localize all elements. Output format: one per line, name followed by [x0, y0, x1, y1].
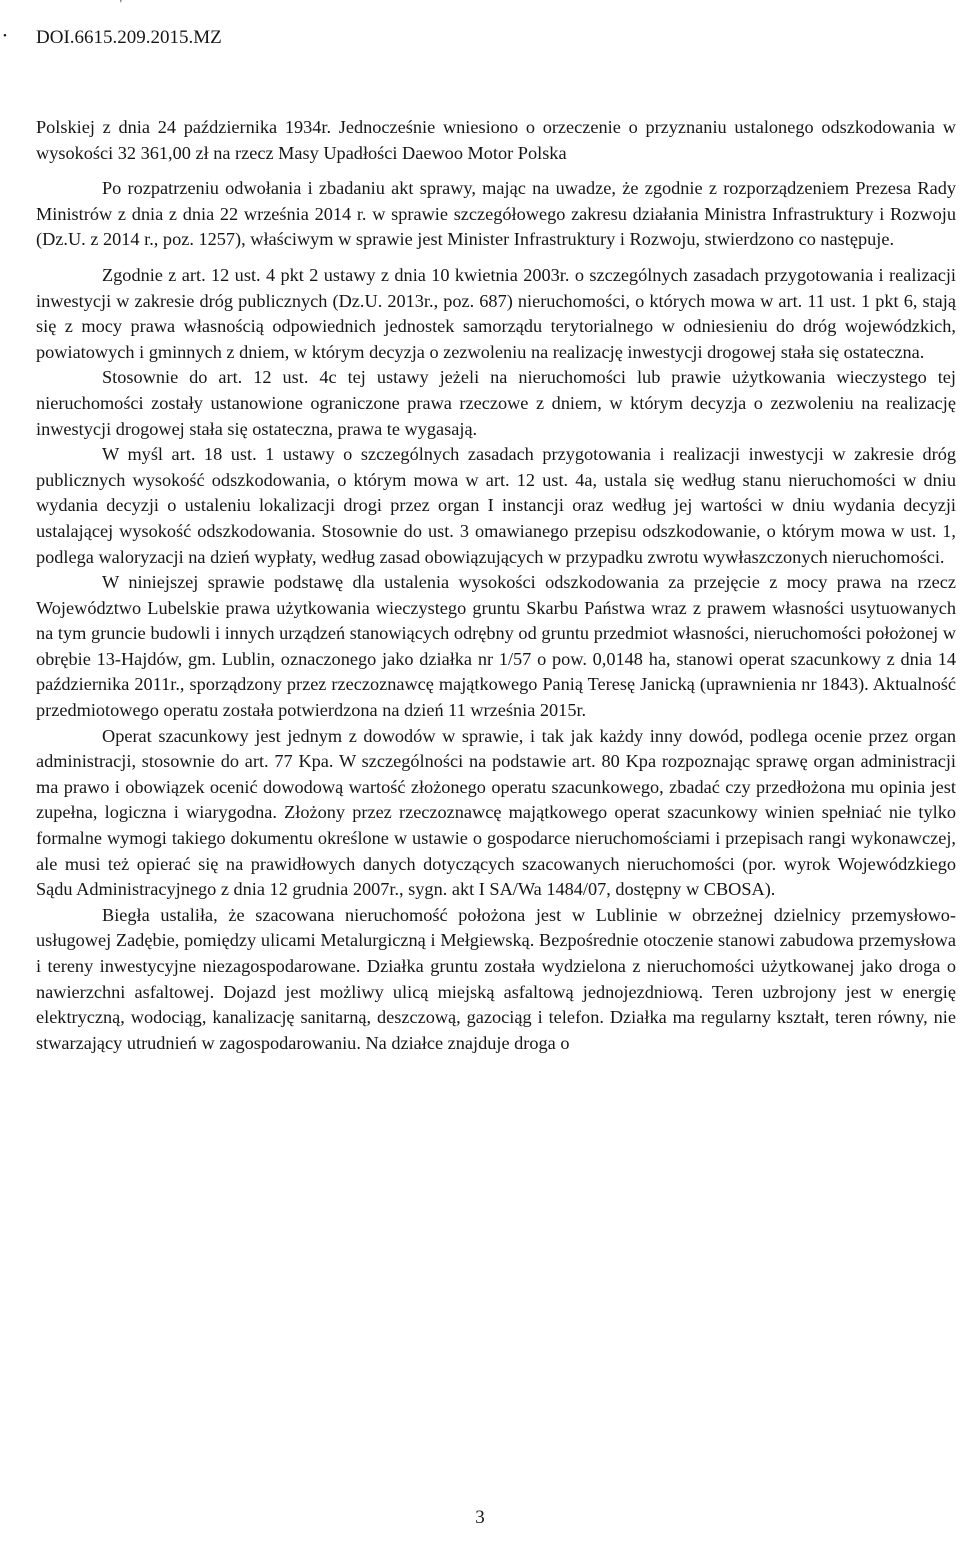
paragraph-appraisal-evidence: Operat szacunkowy jest jednym z dowodów w sprawie, i tak jak każdy inny dowód, podlega ocenie przez organ administracji, stosownie do art. 77 Kpa. W szczególności na podstawie art. 80 Kpa rozpoznając sprawę organ administracji ma prawo i obowiązek ocenić dowodową wartość złożonego operatu szacunkowego, zbadać czy przedłożona mu opinia jest zupełna, logiczna i wiarygodna. Złożony przez rzeczoznawcę majątkowego operat szacunkowy winien spełniać nie tylko formalne wymogi takiego dokumentu określone w ustawie o gospodarce nieruchomościami i przepisach rangi wykonawczej, ale musi też opierać się na prawidłowych danych dotyczących szacowanych nieruchomości (por. wyrok Wojewódzkiego Sądu Administracyjnego z dnia 12 grudnia 2007r., sygn. akt I SA/Wa 1484/07, dostępny w CBOSA).	[36, 725, 956, 900]
paragraph-property-description: Biegła ustaliła, że szacowana nieruchomość położona jest w Lublinie w obrzeżnej dzielnicy przemysłowo-usługowej Zadębie, pomiędzy ulicami Metalurgiczną i Mełgiewską. Bezpośrednie otoczenie stanowi zabudowa przemysłowa i tereny inwestycyjne niezagospodarowane. Działka gruntu została wydzielona z nieruchomości użytkowanej jako droga o nawierzchni asfaltowej. Dojazd jest możliwy ulicą miejską asfaltową jednojezdniową. Teren uzbrojony jest w energię elektryczną, wodociąg, kanalizację sanitarną, deszczową, gazociąg i telefon. Działka ma regularny kształt, teren równy, nie stwarzający utrudnień w zagospodarowaniu. Na działce znajduje droga o	[36, 904, 956, 1053]
paragraph-art-12-4c: Stosownie do art. 12 ust. 4c tej ustawy jeżeli na nieruchomości lub prawie użytkowania wieczystego tej nieruchomości zostały ustanowione ograniczone prawa rzeczowe z dniem, w którym decyzja o zezwoleniu na realizację inwestycji drogowej stała się ostateczna, prawa te wygasają.	[36, 367, 956, 439]
paragraph-consideration: Po rozpatrzeniu odwołania i zbadaniu akt sprawy, mając na uwadze, że zgodnie z rozporządzeniem Prezesa Rady Ministrów z dnia z dnia 22 września 2014 r. w sprawie szczegółowego zakresu działania Ministra Infrastruktury i Rozwoju (Dz.U. z 2014 r., poz. 1257), właściwym w sprawie jest Minister Infrastruktury i Rozwoju, stwierdzono co następuje.	[36, 178, 956, 250]
paragraph-continuation: Polskiej z dnia 24 października 1934r. Jednocześnie wniesiono o orzeczenie o przyznaniu ustalonego odszkodowania w wysokości 32 361,00 zł na rzecz Masy Upadłości Daewoo Motor Polska	[36, 117, 956, 163]
page-number: 3	[475, 1507, 485, 1528]
document-body	[36, 115, 956, 1056]
bullet-mark: •	[3, 30, 7, 42]
case-reference: DOI.6615.209.2015.MZ	[36, 27, 222, 48]
paragraph-art-18: W myśl art. 18 ust. 1 ustawy o szczególnych zasadach przygotowania i realizacji inwestycji w zakresie dróg publicznych wysokość odszkodowania, o którym mowa w art. 12 ust. 4a, ustala się według stanu nieruchomości w dniu wydania decyzji o ustaleniu lokalizacji drogi przez organ I instancji oraz według jej wartości w dniu wydania decyzji ustalającej wysokość odszkodowania. Stosownie do ust. 3 omawianego przepisu odszkodowanie, o którym mowa w ust. 1, podlega waloryzacji na dzień wypłaty, według zasad obowiązujących w przypadku zwrotu wywłaszczonych nieruchomości.	[36, 444, 956, 567]
scan-mark: '	[120, 0, 122, 10]
paragraph-valuation-basis: W niniejszej sprawie podstawę dla ustalenia wysokości odszkodowania za przejęcie z mocy prawa na rzecz Województwo Lubelskie prawa użytkowania wieczystego gruntu Skarbu Państwa wraz z prawem własności usytuowanych na tym gruncie budowli i innych urządzeń stanowiących odrębny od gruntu przedmiot własności, nieruchomości położonej w obrębie 13-Hajdów, gm. Lublin, oznaczonego jako działka nr 1/57 o pow. 0,0148 ha, stanowi operat szacunkowy z dnia 14 października 2011r., sporządzony przez rzeczoznawcę majątkowego Panią Teresę Janicką (uprawnienia nr 1843). Aktualność przedmiotowego operatu została potwierdzona na dzień 11 września 2015r.	[36, 572, 956, 721]
paragraph-legal-basis: Zgodnie z art. 12 ust. 4 pkt 2 ustawy z dnia 10 kwietnia 2003r. o szczególnych zasadach przygotowania i realizacji inwestycji w zakresie dróg publicznych (Dz.U. 2013r., poz. 687) nieruchomości, o których mowa w art. 11 ust. 1 pkt 6, stają się z mocy prawa własnością odpowiednich jednostek samorządu terytorialnego w odniesieniu do dróg wojewódzkich, powiatowych i gminnych z dniem, w którym decyzja o zezwoleniu na realizację inwestycji drogowej stała się ostateczna.	[36, 264, 956, 362]
